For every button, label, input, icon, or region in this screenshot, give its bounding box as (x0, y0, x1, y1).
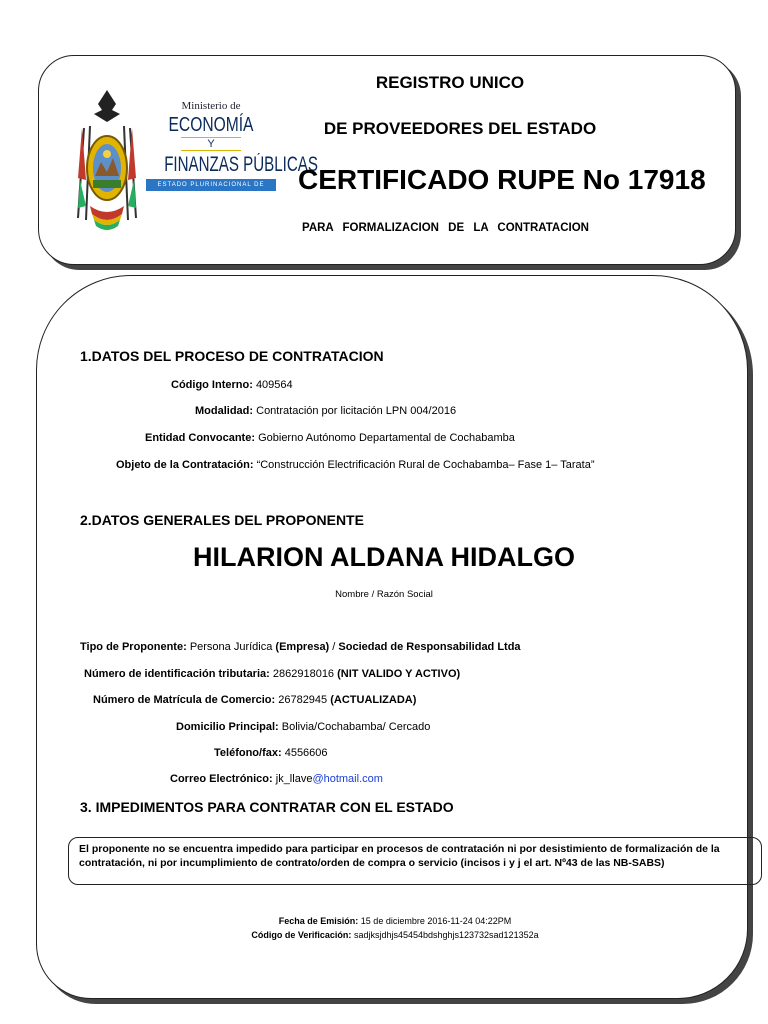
ministry-band: ESTADO PLURINACIONAL DE BOLIVIA (146, 179, 276, 191)
section1-heading: 1.DATOS DEL PROCESO DE CONTRATACION (80, 348, 384, 364)
entidad-value: Gobierno Autónomo Departamental de Cochabamba (258, 432, 515, 444)
row-modalidad (195, 405, 456, 417)
matricula-value: 26782945 (278, 694, 328, 706)
domicilio-label: Domicilio Principal: (176, 721, 279, 733)
row-matricula (93, 694, 416, 706)
header-subtitle: PARA FORMALIZACION DE LA CONTRATACION (302, 222, 589, 234)
row-domicilio (176, 721, 430, 733)
impedimentos-box (68, 837, 762, 885)
nit-value: 2862918016 (272, 668, 335, 680)
ministry-economia-text: ECONOMÍA (168, 114, 254, 136)
tipo-label: Tipo de Proponente: (80, 641, 187, 653)
ministry-small-text: Ministerio de (181, 100, 241, 112)
tipo-separator: / (332, 641, 336, 653)
logo-area (76, 88, 318, 238)
row-tipo-proponente (80, 641, 521, 653)
tipo-value: Persona Jurídica (189, 641, 273, 653)
codigo-value: 409564 (255, 379, 293, 391)
tipo-empresa: (Empresa) (275, 641, 330, 653)
objeto-label: Objeto de la Contratación: (116, 459, 254, 471)
verificacion-value: sadjksjdhjs45454bdshghjs123732sad121352a (353, 930, 539, 940)
proponent-name: HILARION ALDANA HIDALGO (193, 542, 575, 572)
entidad-label: Entidad Convocante: (145, 432, 256, 444)
ministry-y-text: Y (181, 137, 241, 151)
row-entidad (145, 432, 515, 444)
ministry-logo (146, 88, 318, 200)
objeto-value: “Construcción Electrificación Rural de Cochabamba– Fase 1– Tarata” (256, 459, 595, 471)
impedimentos-text: El proponente no se encuentra impedido para participar en procesos de contratación ni por desistimiento de formalización de la contratación, ni por incumplimiento de contrato/orden de compra o servicio (incisos i y j el art. Nº43 de las NB-SABS) (79, 843, 720, 869)
codigo-label: Código Interno: (171, 379, 253, 391)
modalidad-value: Contratación por licitación LPN 004/2016 (256, 405, 457, 417)
certificate-title: CERTIFICADO RUPE No 17918 (298, 164, 706, 195)
matricula-status: (ACTUALIZADA) (330, 694, 417, 706)
domicilio-value: Bolivia/Cochabamba/ Cercado (281, 721, 431, 733)
header-title-line1: REGISTRO UNICO (375, 73, 525, 92)
bolivia-coat-of-arms-icon (76, 88, 138, 233)
section3-heading: 3. IMPEDIMENTOS PARA CONTRATAR CON EL ESTADO (80, 799, 454, 815)
nit-label: Número de identificación tributaria: (84, 668, 270, 680)
tipo-sociedad: Sociedad de Responsabilidad Ltda (338, 641, 521, 653)
footer-fecha (0, 916, 768, 926)
ministry-finanzas-text: FINANZAS PÚBLICAS (164, 153, 318, 176)
row-codigo-interno (171, 379, 293, 391)
row-correo (170, 773, 383, 785)
row-objeto (116, 459, 594, 471)
certificate-body-panel (36, 275, 748, 999)
correo-user: jk_llave (275, 773, 313, 785)
telefono-label: Teléfono/fax: (214, 747, 282, 759)
section2-heading: 2.DATOS GENERALES DEL PROPONENTE (80, 512, 364, 528)
header-title-line2: DE PROVEEDORES DEL ESTADO (323, 119, 597, 138)
verificacion-label: Código de Verificación: (251, 930, 352, 940)
fecha-value: 15 de diciembre 2016-11-24 04:22PM (360, 916, 512, 926)
footer-codigo (0, 930, 768, 940)
correo-domain: @hotmail.com (312, 773, 383, 785)
row-nit (84, 668, 460, 680)
correo-value[interactable] (276, 773, 383, 785)
correo-label: Correo Electrónico: (170, 773, 273, 785)
modalidad-label: Modalidad: (195, 405, 254, 417)
fecha-label: Fecha de Emisión: (278, 916, 359, 926)
telefono-value: 4556606 (284, 747, 328, 759)
nit-status: (NIT VALIDO Y ACTIVO) (337, 668, 461, 680)
matricula-label: Número de Matrícula de Comercio: (93, 694, 276, 706)
proponent-name-caption: Nombre / Razón Social (335, 589, 433, 600)
row-telefono (214, 747, 328, 759)
